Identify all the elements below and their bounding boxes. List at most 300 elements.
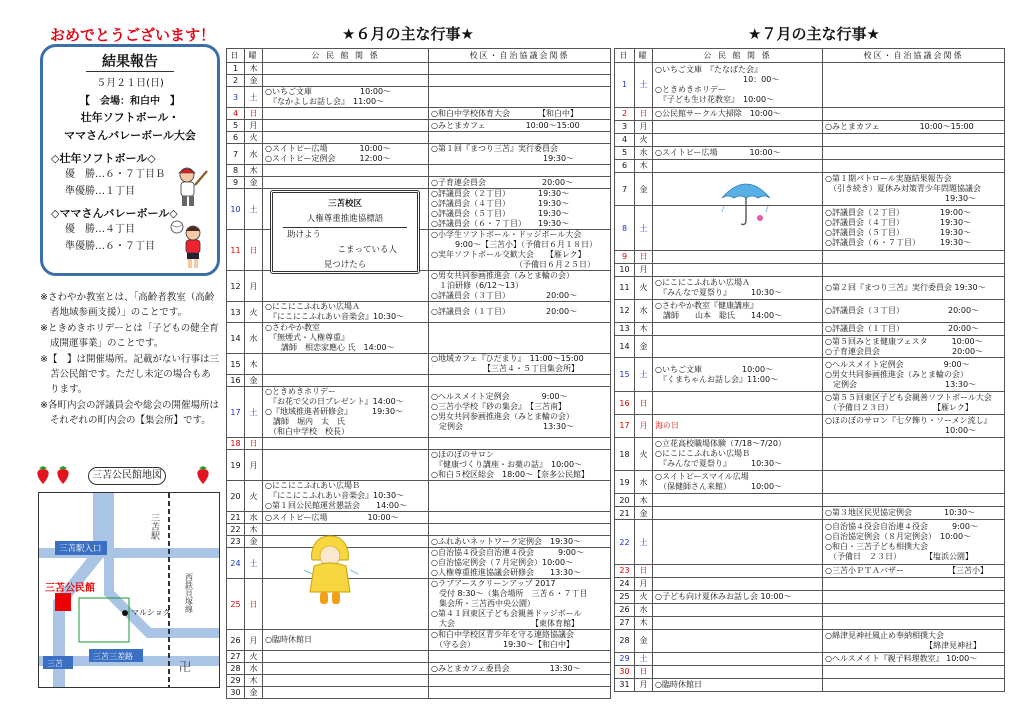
june-header-row <box>227 49 611 63</box>
calendar-row <box>615 603 1005 616</box>
school-event-cell <box>429 524 611 536</box>
hall-event-cell <box>653 665 823 678</box>
hall-event-cell: ○公民館サークル大掃除 10:00～ <box>653 107 823 120</box>
calendar-row <box>227 87 611 108</box>
softball-winner: 優 勝…６・７丁目Ｂ <box>65 169 165 180</box>
day-number: 29 <box>615 652 635 665</box>
hall-event-cell <box>263 354 429 375</box>
weekday: 金 <box>635 335 653 358</box>
calendar-row <box>227 144 611 165</box>
calendar-row <box>615 414 1005 437</box>
school-event-cell <box>823 159 1005 172</box>
weekday: 日 <box>245 579 263 630</box>
weekday: 土 <box>635 520 653 565</box>
school-event-cell <box>823 107 1005 120</box>
school-event-cell: ○評議員会（２丁目） 19:30～ ○評議員会（４丁目） 19:30～ ○評議員会（５丁目） 19:30～ ○評議員会（６・７丁目） 19:30～ <box>429 189 611 230</box>
day-number: 31 <box>615 678 635 691</box>
hall-event-cell <box>653 507 823 520</box>
calendar-row <box>615 590 1005 603</box>
note-venue: ※【 】は開催場所。記載がない行事は三苫公民館です。ただし未定の場合もあります。 <box>40 353 219 396</box>
day-number: 27 <box>227 651 245 663</box>
weekday: 日 <box>245 230 263 271</box>
school-event-cell <box>429 165 611 177</box>
weekday: 日 <box>635 665 653 678</box>
weekday: 木 <box>635 159 653 172</box>
day-number: 20 <box>615 494 635 507</box>
day-number: 26 <box>615 603 635 616</box>
day-number: 13 <box>615 322 635 335</box>
school-event-cell: ○ラブアースクリーンアップ 2017 受付 8:30～（集合場所 三苫６・７丁目 集会所・三苫西中央公園） ○第４１回東区子ども会親善ドッジボール 大会 【東体育館】 <box>429 579 611 630</box>
day-number: 4 <box>227 108 245 120</box>
weekday: 火 <box>635 437 653 471</box>
school-event-cell: ○第３地区民児協定例会 10:30～ <box>823 507 1005 520</box>
day-number: 24 <box>615 577 635 590</box>
svg-text:卍: 卍 <box>179 660 192 674</box>
hall-event-cell <box>263 375 429 387</box>
hall-event-cell: ○にこにこふれあい広場Ｂ 『にこにこふれあい音楽会』10:30～ ○第１回公民館運営懇話会 14:00～ <box>263 481 429 512</box>
day-number: 15 <box>615 358 635 392</box>
day-number: 3 <box>615 120 635 133</box>
school-event-cell <box>429 651 611 663</box>
calendar-row <box>227 438 611 450</box>
hall-event-cell: ○スイトピースマイル広場 （保健師さん来館） 10:00～ <box>653 471 823 494</box>
day-number: 29 <box>227 675 245 687</box>
day-number: 7 <box>615 172 635 206</box>
day-number: 13 <box>227 302 245 323</box>
calendar-row <box>615 392 1005 415</box>
day-number: 27 <box>615 616 635 629</box>
school-event-cell <box>823 590 1005 603</box>
calendar-row <box>227 548 611 579</box>
weekday: 火 <box>245 651 263 663</box>
hall-event-cell <box>653 133 823 146</box>
hall-event-cell <box>653 335 823 358</box>
hall-event-cell <box>263 108 429 120</box>
slogan-line2: こまっている人 <box>337 245 397 255</box>
calendar-row <box>227 387 611 438</box>
calendar-row <box>615 159 1005 172</box>
day-number: 6 <box>227 132 245 144</box>
strawberry-icon <box>34 465 52 485</box>
hall-map <box>38 492 220 688</box>
calendar-row <box>227 524 611 536</box>
day-number: 16 <box>227 375 245 387</box>
header-weekday: 曜 <box>635 49 653 63</box>
weekday: 土 <box>245 87 263 108</box>
school-event-cell: ○ふれあいネットワーク定例会 19:30～ <box>429 536 611 548</box>
calendar-row <box>615 146 1005 159</box>
weekday: 金 <box>635 172 653 206</box>
hall-event-cell <box>263 177 429 189</box>
school-event-cell: ○自治協４役会自治連４役会 9:00～ ○自治協定例会（８月定例会） 10:00～ ○和白・三苫子ども相撲大会 （予備日 ２３日） 【塩浜公園】 <box>823 520 1005 565</box>
calendar-row <box>615 276 1005 299</box>
weekday: 木 <box>635 322 653 335</box>
hall-event-cell: ○スイトピー広場 10:00～ <box>653 146 823 159</box>
raincoat-child-illustration <box>300 530 360 610</box>
day-number: 18 <box>615 437 635 471</box>
day-number: 3 <box>227 87 245 108</box>
day-number: 5 <box>615 146 635 159</box>
calendar-row <box>227 630 611 651</box>
calendar-row <box>615 629 1005 652</box>
weekday: 土 <box>635 206 653 251</box>
school-event-cell: ○みとまカフェ委員会 13:30～ <box>429 663 611 675</box>
hall-event-cell <box>653 120 823 133</box>
strawberry-icon <box>54 465 72 485</box>
school-event-cell: ○評議員会（２丁目） 19:00～ ○評議員会（４丁目） 19:30～ ○評議員会（５丁目） 19:30～ ○評議員会（６・７丁目） 19:30～ <box>823 206 1005 251</box>
calendar-row <box>227 165 611 177</box>
weekday: 火 <box>245 481 263 512</box>
header-day: 日 <box>227 49 245 63</box>
july-title: ★７月の主な行事★ <box>748 25 880 43</box>
weekday: 木 <box>635 494 653 507</box>
june-calendar <box>226 48 611 699</box>
hall-event-cell: ○子ども向け夏休みお話し会 10:00～ <box>653 590 823 603</box>
calendar-row <box>227 271 611 302</box>
july-header-row <box>615 49 1005 63</box>
calendar-row <box>615 437 1005 471</box>
weekday: 火 <box>245 132 263 144</box>
weekday: 日 <box>245 108 263 120</box>
school-event-cell <box>823 63 1005 108</box>
hall-event-cell <box>653 159 823 172</box>
slogan-title: 人権尊重推進協標語 <box>283 212 407 228</box>
school-event-cell: ○評議員会（３丁目） 20:00～ <box>823 299 1005 322</box>
school-event-cell: ○和白中学校体育大会 【和白中】 <box>429 108 611 120</box>
day-number: 2 <box>615 107 635 120</box>
day-number: 14 <box>615 335 635 358</box>
calendar-row <box>615 107 1005 120</box>
hall-event-cell <box>263 75 429 87</box>
day-number: 22 <box>615 520 635 565</box>
day-number: 19 <box>615 471 635 494</box>
notes-block <box>40 290 220 429</box>
result-title: 結果報告 <box>86 51 174 72</box>
result-report-box <box>40 44 220 276</box>
day-number: 4 <box>615 133 635 146</box>
hall-event-cell <box>653 414 823 437</box>
weekday: 土 <box>245 189 263 230</box>
day-number: 9 <box>615 250 635 263</box>
hall-event-cell: ○にこにこふれあい広場Ａ 『にこにこふれあい音楽会』10:30～ <box>263 302 429 323</box>
map-label-nishitetsu: 西鉄貝塚線 <box>184 573 194 613</box>
school-event-cell <box>823 250 1005 263</box>
calendar-row <box>615 172 1005 206</box>
school-event-cell: ○第５回みとま健康フェスタ 10:00～ ○子育連会員会 20:00～ <box>823 335 1005 358</box>
school-event-cell: ○ほのぼのサロン『七夕飾り・ソーメン流し』 10:00～ <box>823 414 1005 437</box>
day-number: 21 <box>227 512 245 524</box>
calendar-row <box>615 616 1005 629</box>
day-number: 30 <box>227 687 245 699</box>
weekday: 日 <box>635 107 653 120</box>
weekday: 木 <box>245 63 263 75</box>
day-number: 21 <box>615 507 635 520</box>
school-event-cell: ○みとまカフェ 10:00～15:00 <box>823 120 1005 133</box>
calendar-row <box>615 263 1005 276</box>
weekday: 水 <box>635 299 653 322</box>
calendar-row <box>227 323 611 354</box>
result-venue: 【 会場：和白中 】 <box>80 96 180 107</box>
weekday: 月 <box>245 271 263 302</box>
school-event-cell <box>429 512 611 524</box>
school-event-cell: ○第５５回東区子ども会親善ソフトボール大会 （予備日２３日） 【雁レク】 <box>823 392 1005 415</box>
weekday: 日 <box>245 438 263 450</box>
calendar-row <box>615 507 1005 520</box>
weekday: 木 <box>245 524 263 536</box>
calendar-row <box>227 512 611 524</box>
weekday: 月 <box>635 414 653 437</box>
weekday: 水 <box>635 471 653 494</box>
map-label-station-entrance: 三苫駅入口 <box>59 544 102 554</box>
day-number: 17 <box>227 387 245 438</box>
map-title: 三苫公民館地図 <box>88 467 166 485</box>
calendar-row <box>615 206 1005 251</box>
day-number: 5 <box>227 120 245 132</box>
day-number: 11 <box>227 230 245 271</box>
day-number: 26 <box>227 630 245 651</box>
calendar-row <box>615 63 1005 108</box>
school-event-cell <box>429 132 611 144</box>
hall-event-cell: ○いちご文庫 『たなばた会』 10：00～ ○ときめきホリデー 『子ども生け花教室』 10:00～ <box>653 63 823 108</box>
weekday: 水 <box>245 512 263 524</box>
weekday: 土 <box>245 387 263 438</box>
hall-event-cell <box>263 63 429 75</box>
school-event-cell <box>823 678 1005 691</box>
weekday: 木 <box>245 165 263 177</box>
note-meetings: ※各町内会の評議員会や総会の開催場所はそれぞれの町内会の【集会所】です。 <box>40 399 219 427</box>
day-number: 10 <box>227 189 245 230</box>
calendar-row <box>615 520 1005 565</box>
weekday: 水 <box>245 323 263 354</box>
hall-event-cell <box>263 271 429 302</box>
note-sawayaka: ※さわやか教室とは、「高齢者教室（高齢者地域参画支援）」のことです。 <box>40 292 215 319</box>
calendar-row <box>227 663 611 675</box>
day-number: 1 <box>615 63 635 108</box>
school-event-cell: ○自治協４役会自治連４役会 9:00～ ○自治協定例会（７月定例会）10:00～ ○人権尊重推進協議会研修会 13:30～ <box>429 548 611 579</box>
header-school-events: 校区・自治協議会関係 <box>823 49 1005 63</box>
weekday: 月 <box>245 120 263 132</box>
slogan-line1: 助けよう <box>287 230 322 240</box>
hall-event-cell <box>263 132 429 144</box>
calendar-row <box>227 481 611 512</box>
hall-event-cell <box>653 392 823 415</box>
weekday: 木 <box>635 616 653 629</box>
school-event-cell <box>823 263 1005 276</box>
hall-event-cell <box>653 250 823 263</box>
day-number: 25 <box>615 590 635 603</box>
weekday: 水 <box>245 144 263 165</box>
congrats-heading: おめでとうございます！ <box>50 26 216 44</box>
school-event-cell <box>429 375 611 387</box>
weekday: 水 <box>635 146 653 159</box>
volleyball-winner: 優 勝…４丁目 <box>65 224 135 235</box>
weekday: 木 <box>245 675 263 687</box>
day-number: 28 <box>615 629 635 652</box>
calendar-row <box>227 450 611 481</box>
day-number: 12 <box>615 299 635 322</box>
hall-event-cell: ○さわやか教室『健康講座』 講師 山本 聡氏 14:00～ <box>653 299 823 322</box>
result-event-line1: 壮年ソフトボール・ <box>80 111 180 124</box>
calendar-row <box>615 471 1005 494</box>
calendar-row <box>227 354 611 375</box>
weekday: 火 <box>635 590 653 603</box>
weekday: 火 <box>635 133 653 146</box>
calendar-row <box>227 63 611 75</box>
hall-event-cell: ○さわやか教室 『無煙式・人権尊重』 講師 相恋家應心 氏 14:00～ <box>263 323 429 354</box>
weekday: 火 <box>245 302 263 323</box>
calendar-row <box>227 177 611 189</box>
weekday: 日 <box>635 564 653 577</box>
human-rights-slogan-box <box>270 190 420 274</box>
school-event-cell <box>823 616 1005 629</box>
weekday: 金 <box>245 375 263 387</box>
hall-event-cell: ○スイトピー広場 10:00～ ○スイトピー定例会 12:00～ <box>263 144 429 165</box>
calendar-row <box>615 564 1005 577</box>
school-event-cell <box>823 665 1005 678</box>
weekday: 金 <box>245 687 263 699</box>
school-event-cell: ○ヘルスメイト『親子料理教室』 10:00～ <box>823 652 1005 665</box>
day-number: 1 <box>227 63 245 75</box>
map-label-misaki-mae: 三苫三差路 <box>93 652 133 661</box>
weekday: 水 <box>245 663 263 675</box>
school-event-cell: ○地域カフェ『ひだまり』 11:00～15:00 【三苫４・５丁目集会所】 <box>429 354 611 375</box>
school-event-cell: ○第１期パトロール実施結果報告会 （引き続き）夏休み対策青少年問題協議会 19:30～ <box>823 172 1005 206</box>
school-event-cell: ○ほのぼのサロン 『健康づくり講座・お薬の話』 10:00～ ○和白５校区総会 18:00～【奈多公民館】 <box>429 450 611 481</box>
volleyball-runner-up: 準優勝…６・７丁目 <box>65 241 155 252</box>
softball-category: ◇壮年ソフトボール◇ <box>51 152 156 165</box>
calendar-row <box>615 335 1005 358</box>
calendar-row <box>615 577 1005 590</box>
school-event-cell: ○和白中学校区青少年を守る連絡協議会 （守る会） 19:30～【和白中】 <box>429 630 611 651</box>
softball-player-illustration <box>169 165 209 209</box>
strawberry-icon <box>194 465 212 485</box>
calendar-row <box>227 579 611 630</box>
school-event-cell <box>429 687 611 699</box>
weekday: 土 <box>635 358 653 392</box>
school-event-cell: ○子育連会員会 20:00～ <box>429 177 611 189</box>
school-event-cell <box>823 437 1005 471</box>
weekday: 火 <box>635 276 653 299</box>
day-number: 11 <box>615 276 635 299</box>
weekday: 水 <box>635 603 653 616</box>
calendar-row <box>227 302 611 323</box>
school-event-cell: ○ヘルスメイト定例会 9:00～ ○三苫小学校『砂の集会』 【三苫南】 ○男女共同参画推進会（みとま輪の会） 定例会 13:30～ <box>429 387 611 438</box>
hall-event-cell: ○にこにこふれあい広場Ａ 『みんなで夏祭り』 10:30～ <box>653 276 823 299</box>
hall-event-cell <box>653 263 823 276</box>
volleyball-player-illustration <box>169 219 211 269</box>
calendar-row <box>227 132 611 144</box>
hall-event-cell <box>653 322 823 335</box>
day-number: 28 <box>227 663 245 675</box>
school-event-cell <box>429 438 611 450</box>
calendar-row <box>227 375 611 387</box>
umbrella-illustration <box>716 174 776 230</box>
school-event-cell: ○男女共同参画推進会（みとま輪の会） １泊研修（6/12～13） ○評議員会（３丁目） 20:00～ <box>429 271 611 302</box>
map-label-marusho: マルショク <box>131 608 171 617</box>
school-event-cell: ○評議員会（１丁目） 20:00～ <box>429 302 611 323</box>
day-number: 16 <box>615 392 635 415</box>
hall-event-cell <box>263 675 429 687</box>
map-label-misaki: 三苫 <box>47 659 63 668</box>
hall-event-cell: ○ときめきホリデー 『お花で父の日プレゼント』14:00～ ○『地域推進者研修会』 19:30～ 講師 堀内 太 氏 （和白中学校 校長） <box>263 387 429 438</box>
day-number: 20 <box>227 481 245 512</box>
calendar-row <box>615 494 1005 507</box>
school-event-cell <box>429 675 611 687</box>
day-number: 10 <box>615 263 635 276</box>
weekday: 月 <box>635 577 653 590</box>
weekday: 月 <box>635 263 653 276</box>
hall-event-cell <box>653 564 823 577</box>
school-event-cell <box>429 481 611 512</box>
school-event-cell <box>823 603 1005 616</box>
hall-event-cell <box>263 663 429 675</box>
calendar-row <box>227 675 611 687</box>
calendar-row <box>227 536 611 548</box>
hall-event-cell <box>263 651 429 663</box>
day-number: 17 <box>615 414 635 437</box>
school-event-cell: ○三苫小ＰＴＡバザー 【三苫小】 <box>823 564 1005 577</box>
day-number: 19 <box>227 450 245 481</box>
weekday: 日 <box>635 392 653 415</box>
weekday: 金 <box>635 507 653 520</box>
school-event-cell: ○小学生ソフトボール・ドッジボール大会 9:00～【三苫小】（予備日６月１８日） ○実年ソフトボール交歓大会 【雁レク】 （予備日６月２５日） <box>429 230 611 271</box>
softball-runner-up: 準優勝…１丁目 <box>65 186 135 197</box>
header-weekday: 曜 <box>245 49 263 63</box>
calendar-row <box>227 75 611 87</box>
hall-event-cell: ○いちご文庫 10:00～ 『くまちゃんお話し会』11:00～ <box>653 358 823 392</box>
calendar-row <box>615 652 1005 665</box>
calendar-row <box>615 665 1005 678</box>
weekday: 土 <box>635 63 653 108</box>
header-hall-events: 公 民 館 関 係 <box>653 49 823 63</box>
weekday: 金 <box>635 629 653 652</box>
school-event-cell <box>429 323 611 354</box>
hall-event-cell <box>653 494 823 507</box>
calendar-row <box>227 108 611 120</box>
day-number: 25 <box>227 579 245 630</box>
note-tokimeki: ※ときめきホリデーとは「子どもの健全育成開運事業」のことです。 <box>40 322 219 350</box>
weekday: 土 <box>635 652 653 665</box>
calendar-row <box>615 120 1005 133</box>
calendar-row <box>615 678 1005 691</box>
result-date: ５月２１日(日) <box>96 78 164 89</box>
calendar-row <box>615 133 1005 146</box>
day-number: 18 <box>227 438 245 450</box>
calendar-row <box>615 250 1005 263</box>
day-number: 8 <box>227 165 245 177</box>
weekday: 日 <box>635 250 653 263</box>
school-event-cell: ○第２回『まつり三苫』実行委員会 19:30～ <box>823 276 1005 299</box>
hall-event-cell <box>263 450 429 481</box>
calendar-row <box>615 322 1005 335</box>
weekday: 木 <box>245 354 263 375</box>
day-number: 7 <box>227 144 245 165</box>
day-number: 14 <box>227 323 245 354</box>
volleyball-category: ◇ママさんバレーボール◇ <box>51 207 178 220</box>
map-label-misaki-station: 三苫駅 <box>149 513 159 540</box>
map-drawing <box>39 493 220 688</box>
map-header <box>34 464 224 490</box>
header-day: 日 <box>615 49 635 63</box>
slogan-district: 三苫校区 <box>327 199 362 209</box>
map-label-hall: 三苫公民館 <box>45 583 95 594</box>
day-number: 9 <box>227 177 245 189</box>
school-event-cell: ○みとまカフェ 10:00～15:00 <box>429 120 611 132</box>
hall-event-cell: ○立花高校職場体験（7/18～7/20） ○にこにこふれあい広場Ｂ 『みんなで夏祭り』 10:30～ <box>653 437 823 471</box>
hall-event-cell <box>263 438 429 450</box>
school-event-cell: ○ヘルスメイト定例会 9:00～ ○男女共同参画推進会（みとま輪の会） 定例会 13:30～ <box>823 358 1005 392</box>
hall-event-cell <box>653 520 823 565</box>
